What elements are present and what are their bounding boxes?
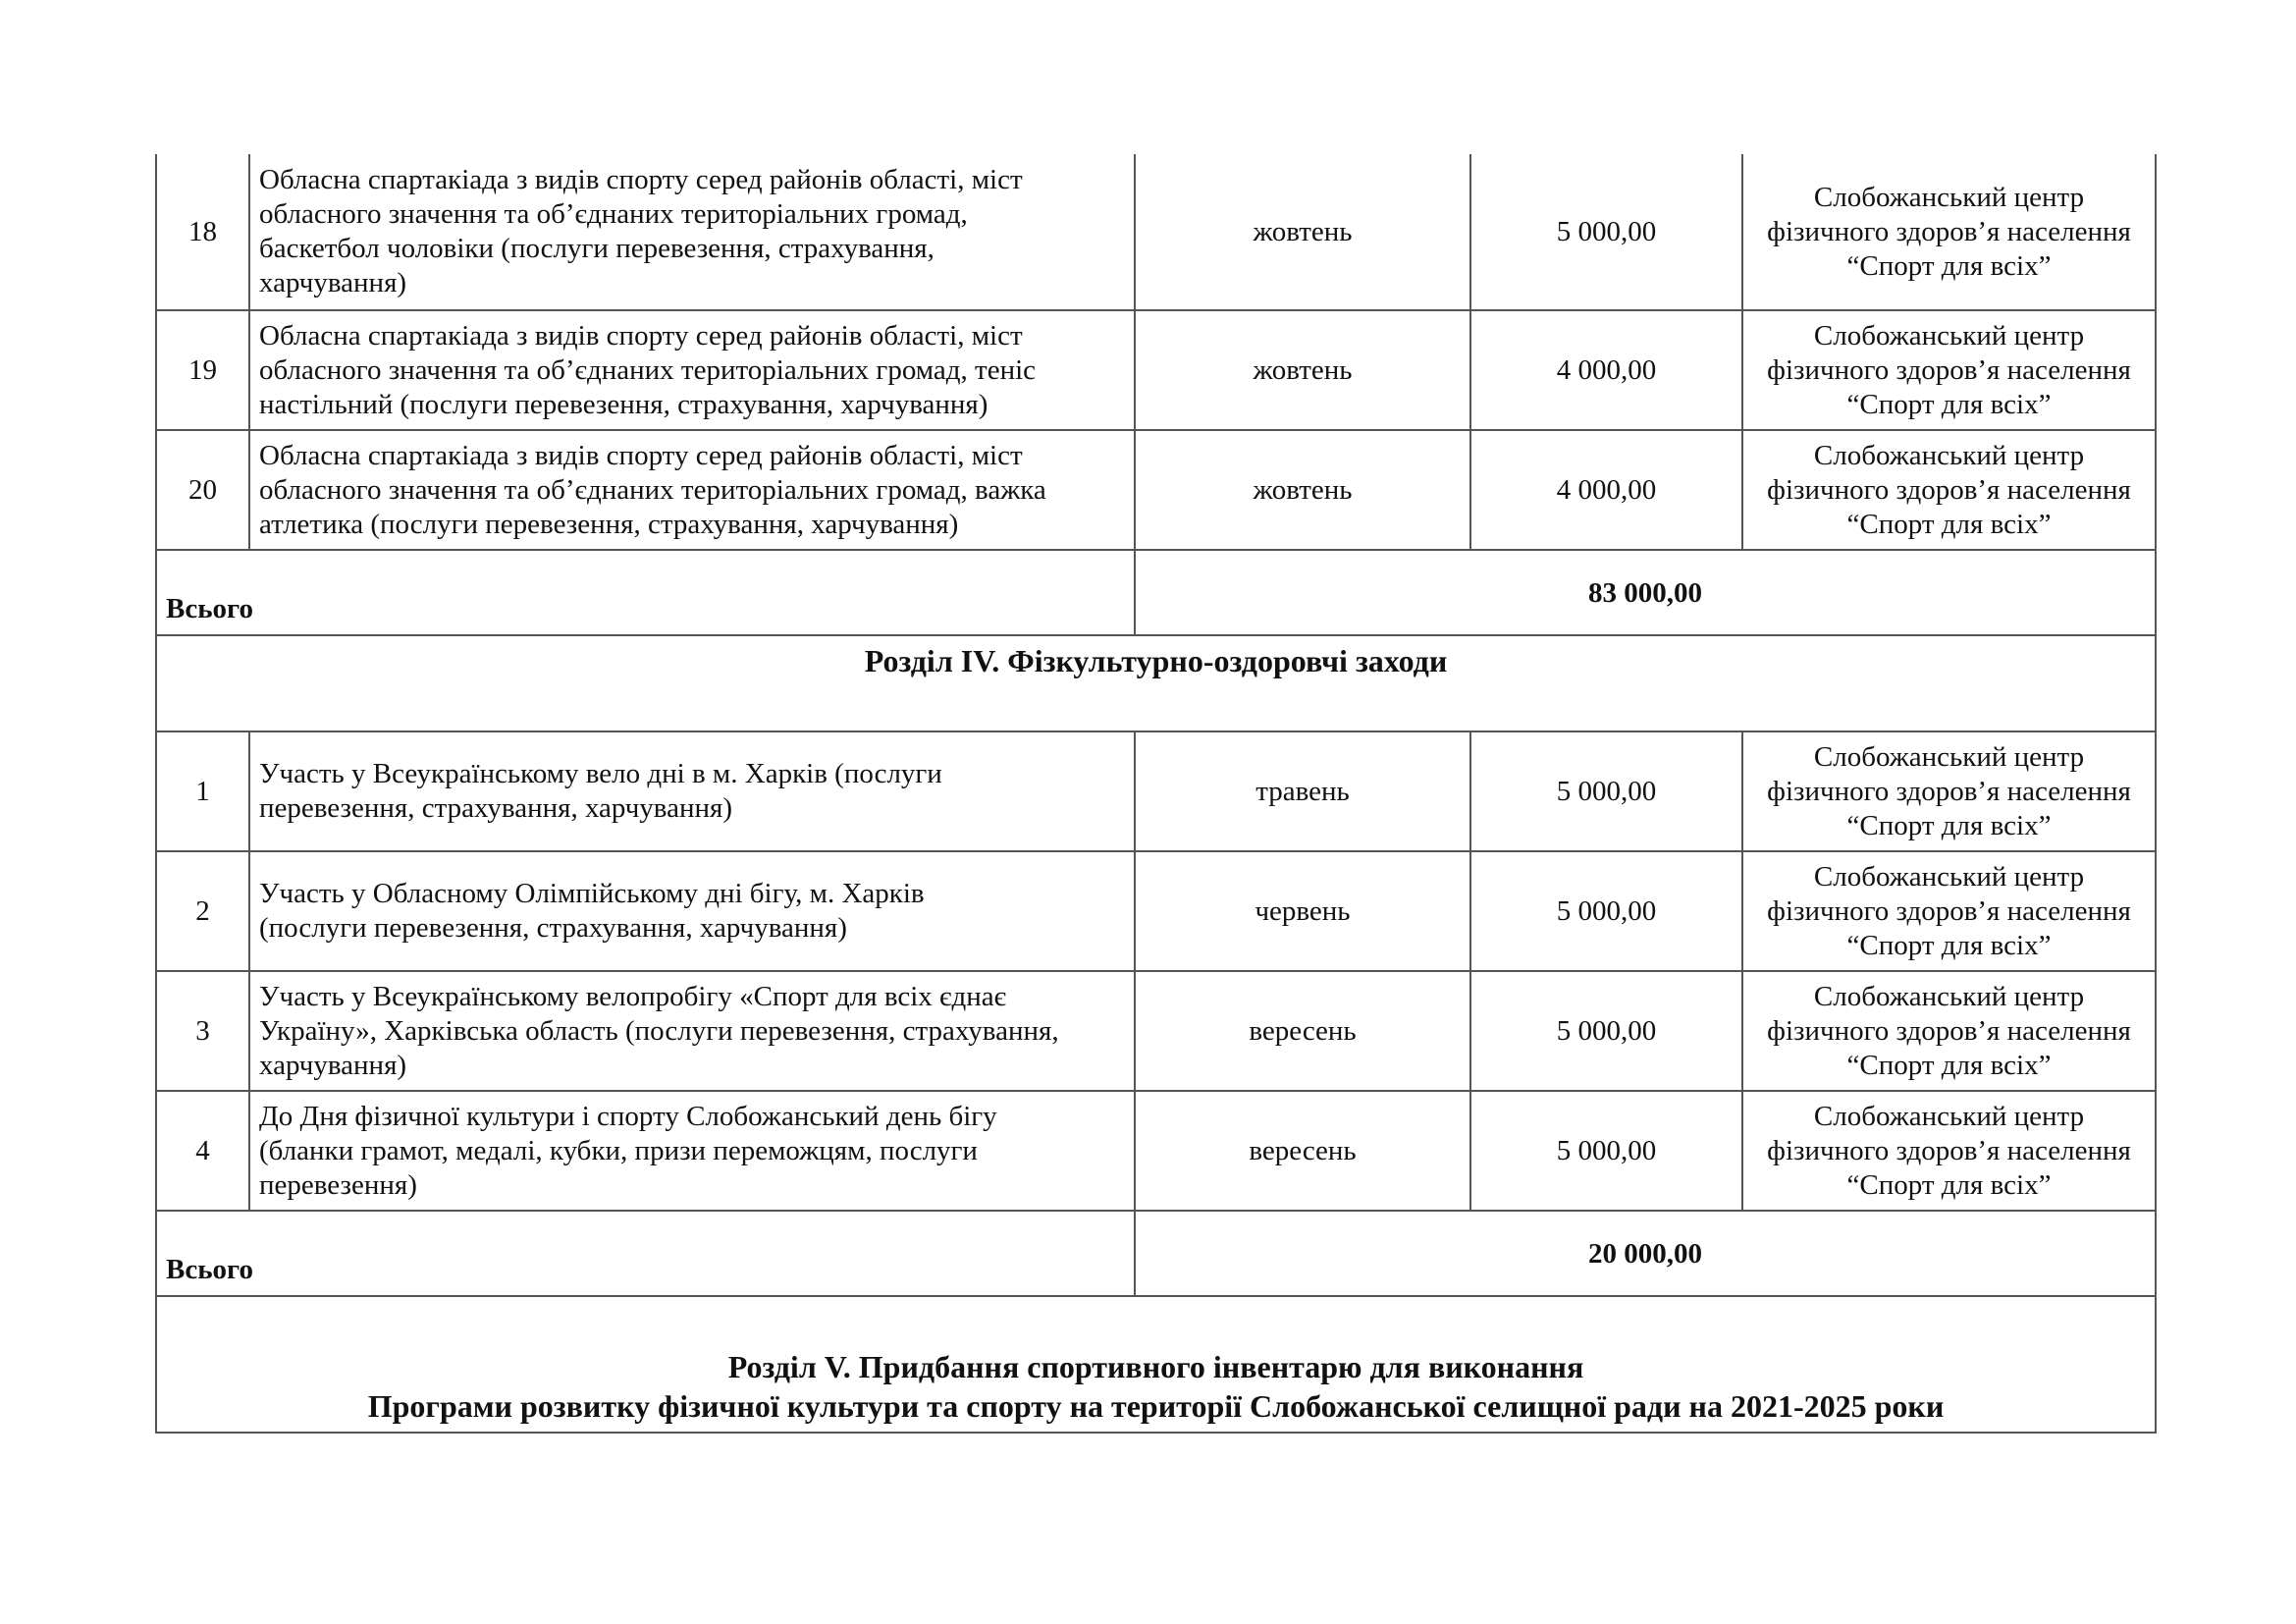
row-number: 18 bbox=[156, 154, 249, 310]
row-amount: 5 000,00 bbox=[1470, 851, 1742, 971]
row-amount: 5 000,00 bbox=[1470, 1091, 1742, 1211]
row-description: Участь у Всеукраїнському вело дні в м. Харків (послуги перевезення, страхування, харчування) bbox=[249, 731, 1135, 851]
section-title: Розділ V. Придбання спортивного інвентарю для виконання Програми розвитку фізичної культури та спорту на території Слобожанської селищної ради на 2021-2025 роки bbox=[156, 1296, 2156, 1433]
row-organization: Слобожанський центр фізичного здоров’я населення “Спорт для всіх” bbox=[1742, 310, 2156, 430]
section-heading-row bbox=[156, 1296, 2156, 1433]
table-row bbox=[156, 1091, 2156, 1211]
row-month: червень bbox=[1135, 851, 1470, 971]
table-row bbox=[156, 154, 2156, 310]
table-row bbox=[156, 971, 2156, 1091]
row-month: вересень bbox=[1135, 1091, 1470, 1211]
row-organization: Слобожанський центр фізичного здоров’я населення “Спорт для всіх” bbox=[1742, 154, 2156, 310]
row-organization: Слобожанський центр фізичного здоров’я населення “Спорт для всіх” bbox=[1742, 971, 2156, 1091]
table-row bbox=[156, 731, 2156, 851]
row-description: Участь у Обласному Олімпійському дні бігу, м. Харків (послуги перевезення, страхування, харчування) bbox=[249, 851, 1135, 971]
row-number: 4 bbox=[156, 1091, 249, 1211]
total-value: 20 000,00 bbox=[1135, 1211, 2156, 1296]
total-label: Всього bbox=[156, 550, 1135, 635]
row-number: 1 bbox=[156, 731, 249, 851]
section-title: Розділ IV. Фізкультурно-оздоровчі заходи bbox=[156, 635, 2156, 731]
row-organization: Слобожанський центр фізичного здоров’я населення “Спорт для всіх” bbox=[1742, 430, 2156, 550]
row-amount: 4 000,00 bbox=[1470, 310, 1742, 430]
table-row bbox=[156, 851, 2156, 971]
total-value: 83 000,00 bbox=[1135, 550, 2156, 635]
row-month: жовтень bbox=[1135, 430, 1470, 550]
events-table bbox=[155, 154, 2157, 1434]
row-number: 2 bbox=[156, 851, 249, 971]
row-description: Обласна спартакіада з видів спорту серед районів області, міст обласного значення та об’єднаних територіальних громад, баскетбол чоловіки (послуги перевезення, страхування, харчування) bbox=[249, 154, 1135, 310]
total-row bbox=[156, 1211, 2156, 1296]
row-amount: 5 000,00 bbox=[1470, 154, 1742, 310]
section-heading-row bbox=[156, 635, 2156, 731]
row-organization: Слобожанський центр фізичного здоров’я населення “Спорт для всіх” bbox=[1742, 731, 2156, 851]
row-month: жовтень bbox=[1135, 310, 1470, 430]
row-number: 3 bbox=[156, 971, 249, 1091]
table-row bbox=[156, 310, 2156, 430]
row-month: вересень bbox=[1135, 971, 1470, 1091]
row-amount: 5 000,00 bbox=[1470, 731, 1742, 851]
row-description: Участь у Всеукраїнському велопробігу «Спорт для всіх єднає Україну», Харківська область (послуги перевезення, страхування, харчування) bbox=[249, 971, 1135, 1091]
total-row bbox=[156, 550, 2156, 635]
row-description: До Дня фізичної культури і спорту Слобожанський день бігу (бланки грамот, медалі, кубки, призи переможцям, послуги перевезення) bbox=[249, 1091, 1135, 1211]
row-number: 20 bbox=[156, 430, 249, 550]
row-description: Обласна спартакіада з видів спорту серед районів області, міст обласного значення та об’єднаних територіальних громад, важка атлетика (послуги перевезення, страхування, харчування) bbox=[249, 430, 1135, 550]
row-description: Обласна спартакіада з видів спорту серед районів області, міст обласного значення та об’єднаних територіальних громад, теніс настільний (послуги перевезення, страхування, харчування) bbox=[249, 310, 1135, 430]
row-amount: 5 000,00 bbox=[1470, 971, 1742, 1091]
row-amount: 4 000,00 bbox=[1470, 430, 1742, 550]
row-organization: Слобожанський центр фізичного здоров’я населення “Спорт для всіх” bbox=[1742, 1091, 2156, 1211]
row-month: травень bbox=[1135, 731, 1470, 851]
row-month: жовтень bbox=[1135, 154, 1470, 310]
row-organization: Слобожанський центр фізичного здоров’я населення “Спорт для всіх” bbox=[1742, 851, 2156, 971]
total-label: Всього bbox=[156, 1211, 1135, 1296]
row-number: 19 bbox=[156, 310, 249, 430]
table-row bbox=[156, 430, 2156, 550]
